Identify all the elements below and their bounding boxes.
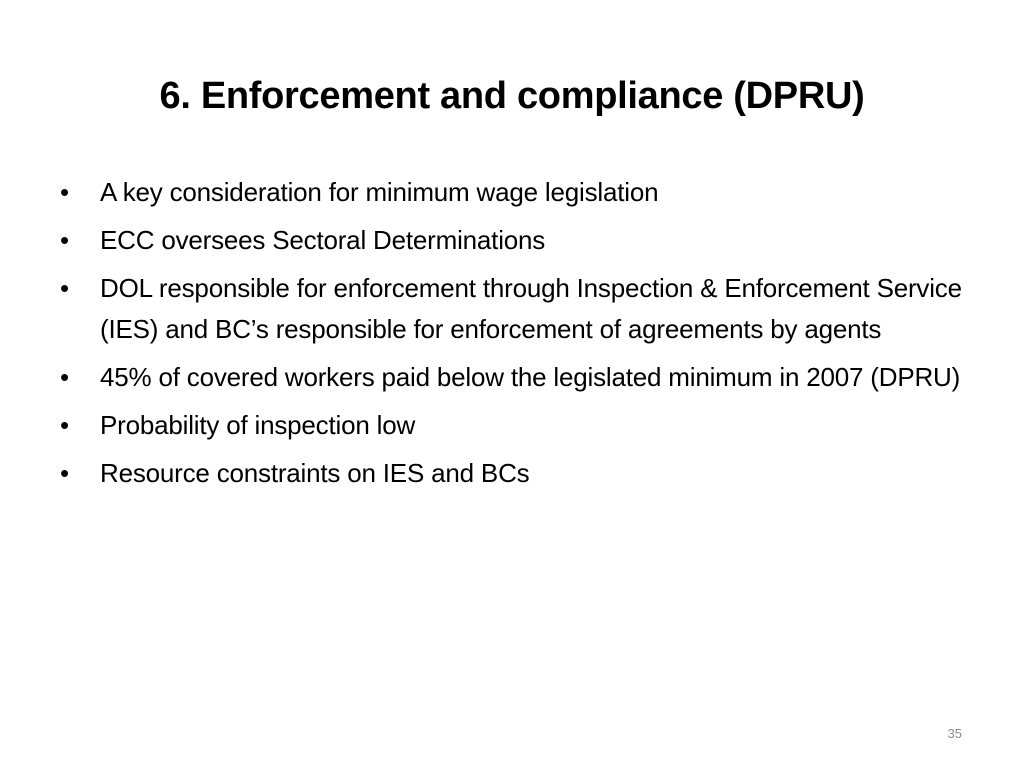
- bullet-item: [56, 453, 976, 494]
- bullet-icon: •: [60, 410, 69, 440]
- bullet-text: Resource constraints on IES and BCs: [100, 458, 530, 488]
- bullet-text: DOL responsible for enforcement through Inspection & Enforcement Service (IES) and BC’s responsible for enforcement of agreements by agents: [100, 273, 962, 344]
- bullet-text: Probability of inspection low: [100, 410, 416, 440]
- bullet-item: [56, 220, 976, 261]
- bullet-list: [56, 172, 976, 501]
- bullet-item: [56, 268, 976, 350]
- bullet-icon: •: [60, 273, 69, 303]
- bullet-icon: •: [60, 225, 69, 255]
- bullet-icon: •: [60, 362, 69, 392]
- bullet-text: ECC oversees Sectoral Determinations: [100, 225, 546, 255]
- bullet-item: [56, 357, 976, 398]
- bullet-icon: •: [60, 177, 69, 207]
- bullet-text: A key consideration for minimum wage legislation: [100, 177, 659, 207]
- bullet-item: [56, 405, 976, 446]
- page-number: 35: [947, 726, 962, 741]
- bullet-icon: •: [60, 458, 69, 488]
- bullet-text: 45% of covered workers paid below the legislated minimum in 2007 (DPRU): [100, 362, 961, 392]
- bullet-item: [56, 172, 976, 213]
- slide-title: 6. Enforcement and compliance (DPRU): [159, 75, 865, 117]
